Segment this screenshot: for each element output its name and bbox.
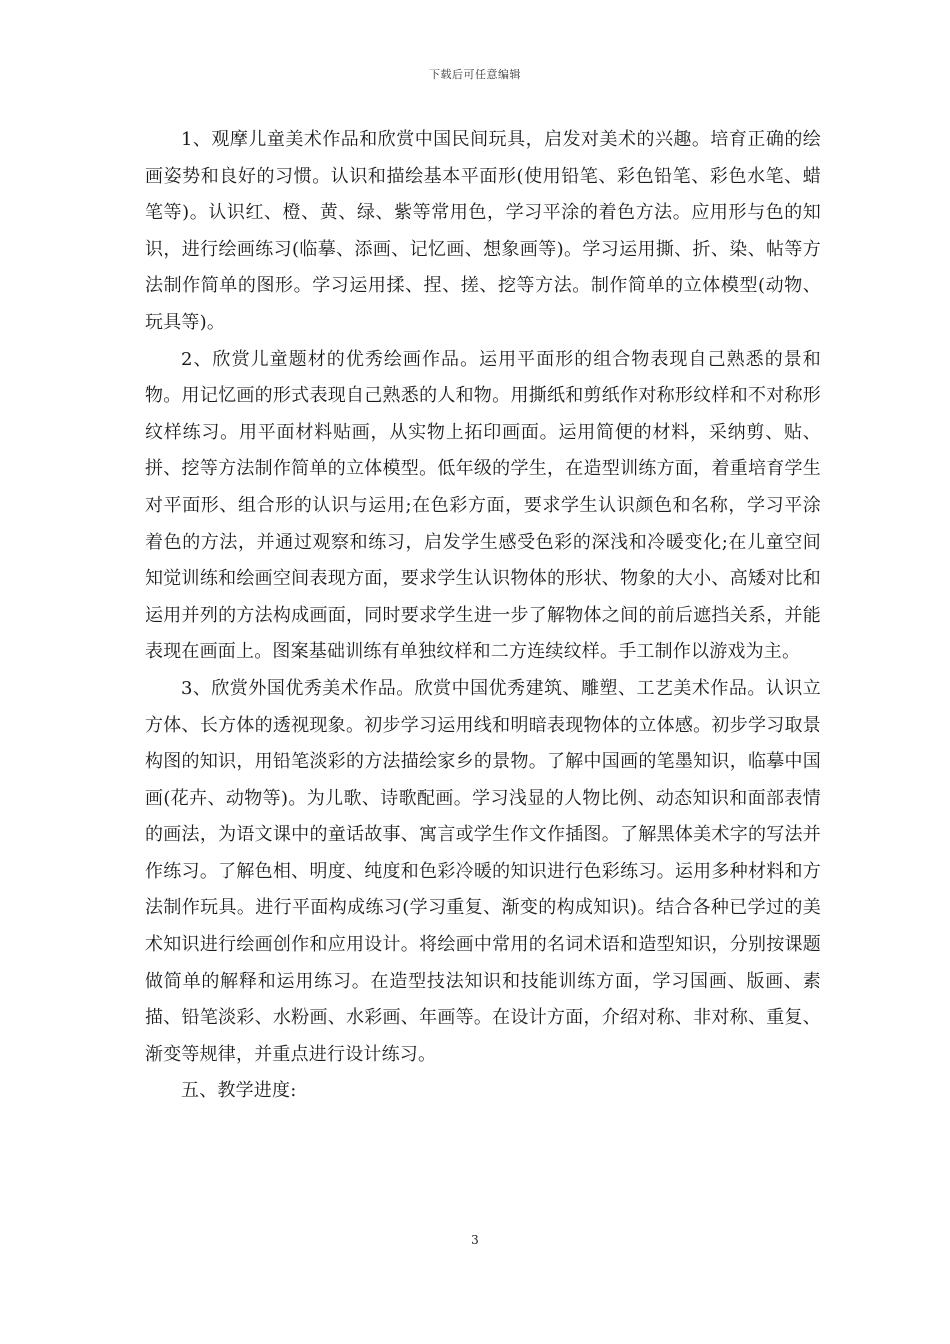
page-number: 3 xyxy=(471,1233,479,1247)
paragraph-2: 2、欣赏儿童题材的优秀绘画作品。运用平面形的组合物表现自己熟悉的景和物。用记忆画的形式表现自己熟悉的人和物。用撕纸和剪纸作对称形纹样和不对称形纹样练习。用平面材料贴画，从实物上拓印画面。运用简便的材料，采纳剪、贴、拼、挖等方法制作简单的立体模型。低年级的学生，在造型训练方面，着重培育学生对平面形、组合形的认识与运用;在色彩方面，要求学生认识颜色和名称，学习平涂着色的方法，并通过观察和练习，启发学生感受色彩的深浅和冷暖变化;在儿童空间知觉训练和绘画空间表现方面，要求学生认识物体的形状、物象的大小、高矮对比和运用并列的方法构成画面，同时要求学生进一步了解物体之间的前后遮挡关系，并能表现在画面上。图案基础训练有单独纹样和二方连续纹样。手工制作以游戏为主。 xyxy=(145,348,821,663)
section-heading-teaching-progress: 五、教学进度: xyxy=(181,1080,297,1102)
paragraph-1: 1、观摩儿童美术作品和欣赏中国民间玩具，启发对美术的兴趣。培育正确的绘画姿势和良好的习惯。认识和描绘基本平面形(使用铅笔、彩色铅笔、彩色水笔、蜡笔等)。认识红、橙、黄、绿、紫等常用色，学习平涂的着色方法。应用形与色的知识，进行绘画练习(临摹、添画、记忆画、想象画等)。学习运用撕、折、染、帖等方法制作简单的图形。学习运用揉、捏、搓、挖等方法。制作简单的立体模型(动物、玩具等)。 xyxy=(145,129,821,333)
page-header: 下载后可任意编辑 xyxy=(429,68,521,81)
document-body xyxy=(145,122,821,1110)
paragraph-3: 3、欣赏外国优秀美术作品。欣赏中国优秀建筑、雕塑、工艺美术作品。认识立方体、长方体的透视现象。初步学习运用线和明暗表现物体的立体感。初步学习取景构图的知识，用铅笔淡彩的方法描绘家乡的景物。了解中国画的笔墨知识，临摹中国画(花卉、动物等)。为儿歌、诗歌配画。学习浅显的人物比例、动态知识和面部表情的画法，为语文课中的童话故事、寓言或学生作文作插图。了解黑体美术字的写法并作练习。了解色相、明度、纯度和色彩冷暖的知识进行色彩练习。运用多种材料和方法制作玩具。进行平面构成练习(学习重复、渐变的构成知识)。结合各种已学过的美术知识进行绘画创作和应用设计。将绘画中常用的名词术语和造型知识，分别按课题做简单的解释和运用练习。在造型技法知识和技能训练方面，学习国画、版画、素描、铅笔淡彩、水粉画、水彩画、年画等。在设计方面，介绍对称、非对称、重复、渐变等规律，并重点进行设计练习。 xyxy=(145,677,821,1065)
